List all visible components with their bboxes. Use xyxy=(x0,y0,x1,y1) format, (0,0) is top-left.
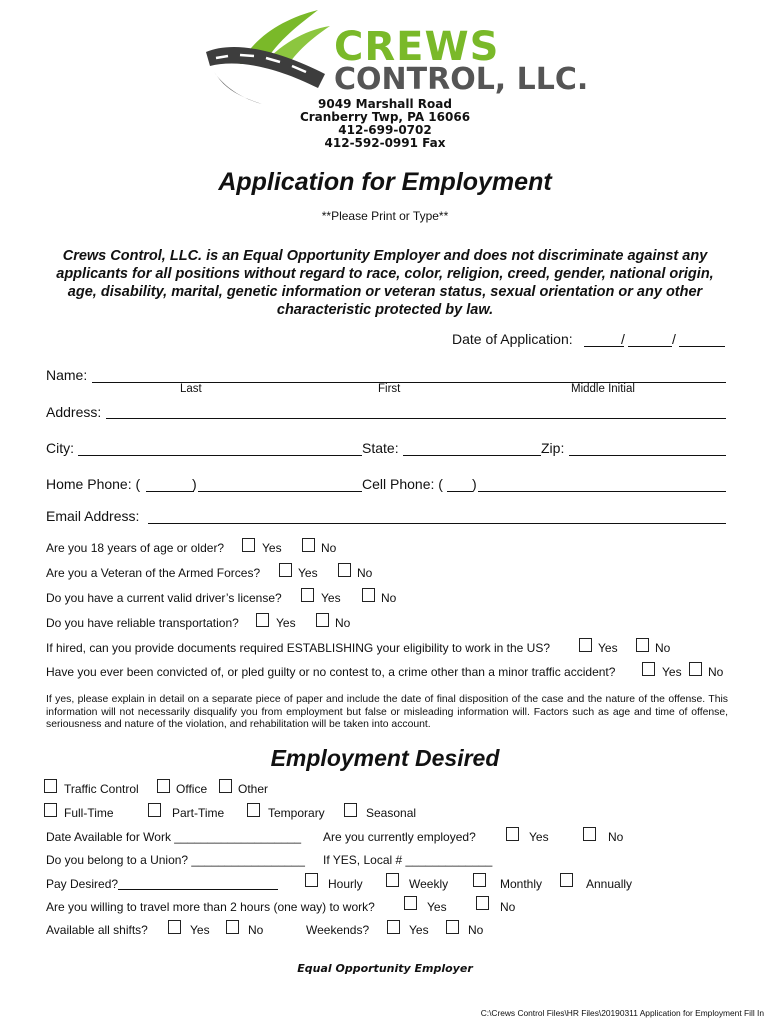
weekly-label: Weekly xyxy=(409,877,449,891)
company-phone: 412-699-0702 xyxy=(338,123,432,137)
local-field[interactable]: If YES, Local # _____________ xyxy=(323,853,493,867)
weekends-yes-label: Yes xyxy=(409,923,429,937)
eoe-footer: Equal Opportunity Employer xyxy=(297,962,473,975)
shifts-no-label: No xyxy=(248,923,264,937)
employed-yes-checkbox[interactable] xyxy=(506,827,519,841)
email-label: Email Address: xyxy=(46,508,140,524)
annually-label: Annually xyxy=(586,877,633,891)
date-year-field[interactable] xyxy=(679,346,725,347)
documents-yes-checkbox[interactable] xyxy=(579,638,592,652)
transport-no-label: No xyxy=(335,616,351,630)
email-field[interactable] xyxy=(148,523,726,524)
employed-no-label: No xyxy=(608,830,624,844)
address-field[interactable] xyxy=(106,418,726,419)
employed-no-checkbox[interactable] xyxy=(583,827,596,841)
zip-field[interactable] xyxy=(569,455,726,456)
name-last-label: Last xyxy=(180,383,202,395)
veteran-yes-label: Yes xyxy=(298,566,318,580)
form-subtitle: **Please Print or Type** xyxy=(321,209,449,223)
weekends-yes-checkbox[interactable] xyxy=(387,920,400,934)
traffic-control-label: Traffic Control xyxy=(64,782,139,796)
veteran-yes-checkbox[interactable] xyxy=(279,563,292,577)
convicted-yes-label: Yes xyxy=(662,665,682,679)
weekly-checkbox[interactable] xyxy=(386,873,399,887)
cell-phone-area-field[interactable] xyxy=(447,491,473,492)
monthly-label: Monthly xyxy=(500,877,543,891)
transport-yes-label: Yes xyxy=(276,616,296,630)
all-shifts-question: Available all shifts? xyxy=(46,923,148,937)
city-label: City: xyxy=(46,440,74,456)
hourly-checkbox[interactable] xyxy=(305,873,318,887)
weekends-question: Weekends? xyxy=(306,923,370,937)
seasonal-label: Seasonal xyxy=(366,806,417,820)
part-time-label: Part-Time xyxy=(172,806,225,820)
full-time-label: Full-Time xyxy=(64,806,114,820)
date-label: Date of Application: xyxy=(452,331,573,347)
documents-no-label: No xyxy=(655,641,671,655)
pay-desired-field[interactable] xyxy=(118,889,278,890)
name-middle-label: Middle Initial xyxy=(571,383,635,395)
part-time-checkbox[interactable] xyxy=(148,803,161,817)
veteran-no-checkbox[interactable] xyxy=(338,563,351,577)
weekends-no-checkbox[interactable] xyxy=(446,920,459,934)
veteran-no-label: No xyxy=(357,566,373,580)
date-day-field[interactable] xyxy=(628,346,672,347)
traffic-control-checkbox[interactable] xyxy=(44,779,57,793)
home-phone-area-field[interactable] xyxy=(146,491,194,492)
state-field[interactable] xyxy=(403,455,541,456)
license-yes-checkbox[interactable] xyxy=(301,588,314,602)
explain-paragraph: If yes, please explain in detail on a separate piece of paper and include the date of final disposition of the case and the nature of the offense. This information will not necessarily disqualify you from employment but false or misleading information will. Factors such as age and time of offense, seriousness and nature of the violation, and rehabilitation will be taken into account. xyxy=(46,694,728,730)
form-title: Application for Employment xyxy=(218,168,552,196)
travel-question: Are you willing to travel more than 2 hours (one way) to work? xyxy=(46,900,375,914)
shifts-yes-checkbox[interactable] xyxy=(168,920,181,934)
union-field[interactable]: Do you belong to a Union? _________________ xyxy=(46,853,305,867)
home-phone-label: Home Phone: ( xyxy=(46,476,141,492)
age-yes-checkbox[interactable] xyxy=(242,538,255,552)
annually-checkbox[interactable] xyxy=(560,873,573,887)
pay-desired-label: Pay Desired? xyxy=(46,877,119,891)
cell-phone-field[interactable] xyxy=(478,491,726,492)
home-phone-close: ) xyxy=(192,476,197,492)
age-no-checkbox[interactable] xyxy=(302,538,315,552)
office-checkbox[interactable] xyxy=(157,779,170,793)
other-checkbox[interactable] xyxy=(219,779,232,793)
company-name-line1: CREWS xyxy=(334,24,500,70)
transport-yes-checkbox[interactable] xyxy=(256,613,269,627)
zip-label: Zip: xyxy=(541,440,565,456)
convicted-no-label: No xyxy=(708,665,724,679)
seasonal-checkbox[interactable] xyxy=(344,803,357,817)
age-yes-label: Yes xyxy=(262,541,282,555)
file-path-footer: C:\Crews Control Files\HR Files\20190311 Application for Employment Fill In xyxy=(480,1008,764,1018)
convicted-no-checkbox[interactable] xyxy=(689,662,702,676)
monthly-checkbox[interactable] xyxy=(473,873,486,887)
name-label: Name: xyxy=(46,367,88,383)
cell-phone-label: Cell Phone: ( xyxy=(362,476,443,492)
shifts-no-checkbox[interactable] xyxy=(226,920,239,934)
convicted-yes-checkbox[interactable] xyxy=(642,662,655,676)
travel-no-label: No xyxy=(500,900,516,914)
state-label: State: xyxy=(362,440,399,456)
q-veteran: Are you a Veteran of the Armed Forces? xyxy=(46,566,261,580)
date-sep1: / xyxy=(621,331,625,347)
logo-road xyxy=(206,47,325,88)
hourly-label: Hourly xyxy=(328,877,363,891)
transport-no-checkbox[interactable] xyxy=(316,613,329,627)
eeo-statement: Crews Control, LLC. is an Equal Opportunity Employer and does not discriminate against any applicants for all positions without regard to race, color, religion, creed, gender, national origin, age, disability, marital, genetic information or veteran status, sexual orientation or any other characteristic protected by law. xyxy=(56,248,714,318)
name-first-label: First xyxy=(378,383,401,395)
travel-yes-checkbox[interactable] xyxy=(404,896,417,910)
temporary-label: Temporary xyxy=(268,806,325,820)
city-field[interactable] xyxy=(78,455,362,456)
employment-heading: Employment Desired xyxy=(270,745,500,771)
company-logo xyxy=(200,6,340,106)
license-yes-label: Yes xyxy=(321,591,341,605)
documents-no-checkbox[interactable] xyxy=(636,638,649,652)
home-phone-field[interactable] xyxy=(198,491,362,492)
q-documents: If hired, can you provide documents required ESTABLISHING your eligibility to work in the US? xyxy=(46,641,551,655)
documents-yes-label: Yes xyxy=(598,641,618,655)
travel-no-checkbox[interactable] xyxy=(476,896,489,910)
company-address2: Cranberry Twp, PA 16066 xyxy=(299,110,471,124)
company-address1: 9049 Marshall Road xyxy=(318,97,452,111)
logo-gray-swoosh xyxy=(214,72,262,104)
date-available-field[interactable]: Date Available for Work ___________________ xyxy=(46,830,302,844)
age-no-label: No xyxy=(321,541,337,555)
temporary-checkbox[interactable] xyxy=(247,803,260,817)
address-label: Address: xyxy=(46,404,102,420)
q-transport: Do you have reliable transportation? xyxy=(46,616,239,630)
other-label: Other xyxy=(238,782,269,796)
license-no-checkbox[interactable] xyxy=(362,588,375,602)
q-convicted: Have you ever been convicted of, or pled guilty or no contest to, a crime other than a minor traffic accident? xyxy=(46,665,616,679)
company-fax: 412-592-0991 Fax xyxy=(324,136,446,150)
full-time-checkbox[interactable] xyxy=(44,803,57,817)
q-license: Do you have a current valid driver’s license? xyxy=(46,591,282,605)
shifts-yes-label: Yes xyxy=(190,923,210,937)
employed-yes-label: Yes xyxy=(529,830,549,844)
date-sep2: / xyxy=(672,331,676,347)
license-no-label: No xyxy=(381,591,397,605)
date-month-field[interactable] xyxy=(584,346,624,347)
weekends-no-label: No xyxy=(468,923,484,937)
travel-yes-label: Yes xyxy=(427,900,447,914)
currently-employed-question: Are you currently employed? xyxy=(323,830,476,844)
office-label: Office xyxy=(176,782,208,796)
q-age: Are you 18 years of age or older? xyxy=(46,541,225,555)
cell-phone-close: ) xyxy=(472,476,477,492)
company-name-line2: CONTROL, LLC. xyxy=(334,62,589,97)
